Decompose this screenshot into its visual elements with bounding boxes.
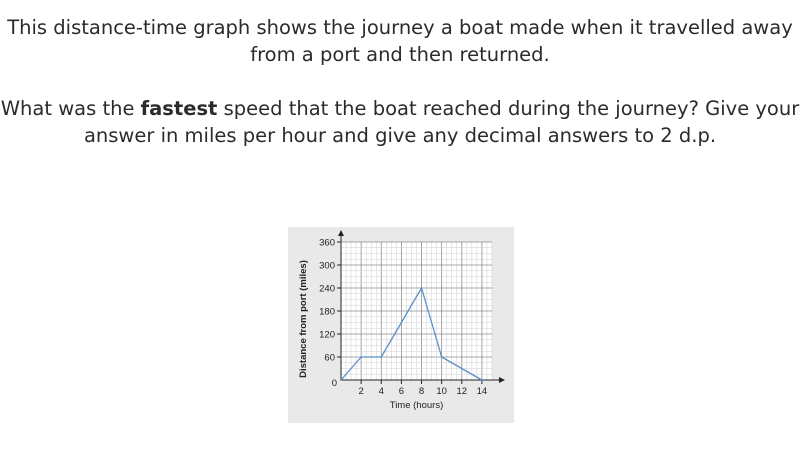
prompt-part-1: What was the — [0, 97, 141, 120]
data-point — [340, 379, 342, 381]
data-point — [380, 356, 382, 358]
origin-label: 0 — [331, 378, 337, 389]
y-tick-label: 240 — [319, 283, 335, 295]
distance-time-graph — [288, 227, 514, 423]
chart-svg — [288, 227, 514, 423]
x-tick-label: 12 — [456, 386, 468, 397]
x-tick-label: 14 — [476, 386, 488, 397]
x-axis-title: Time (hours) — [389, 400, 444, 411]
x-axis-arrow — [499, 377, 505, 383]
x-tick-label: 6 — [398, 386, 405, 397]
prompt-part-2: speed that the boat reached during the journey? Give your answer in miles per hour and give any decimal answers to 2 d.p. — [83, 97, 800, 147]
question-intro: This distance-time graph shows the journey a boat made when it travelled away from a port and then returned. — [7, 16, 793, 66]
y-tick-label: 360 — [319, 237, 335, 249]
x-tick-label: 10 — [436, 386, 447, 397]
y-axis-arrow — [338, 230, 344, 236]
data-point — [421, 287, 423, 289]
y-tick-label: 60 — [324, 352, 335, 364]
data-point — [360, 356, 362, 358]
x-tick-label: 2 — [358, 386, 364, 397]
x-tick-label: 4 — [378, 386, 384, 397]
data-point — [441, 356, 443, 358]
y-tick-label: 180 — [319, 306, 335, 318]
y-tick-label: 300 — [319, 260, 335, 272]
y-tick-label: 120 — [319, 329, 335, 341]
x-tick-label: 8 — [418, 386, 425, 397]
question-text — [0, 14, 800, 149]
question-prompt — [0, 95, 800, 149]
prompt-emphasis: fastest — [140, 97, 218, 120]
y-axis-title: Distance from port (miles) — [298, 260, 309, 378]
data-point — [481, 379, 483, 381]
